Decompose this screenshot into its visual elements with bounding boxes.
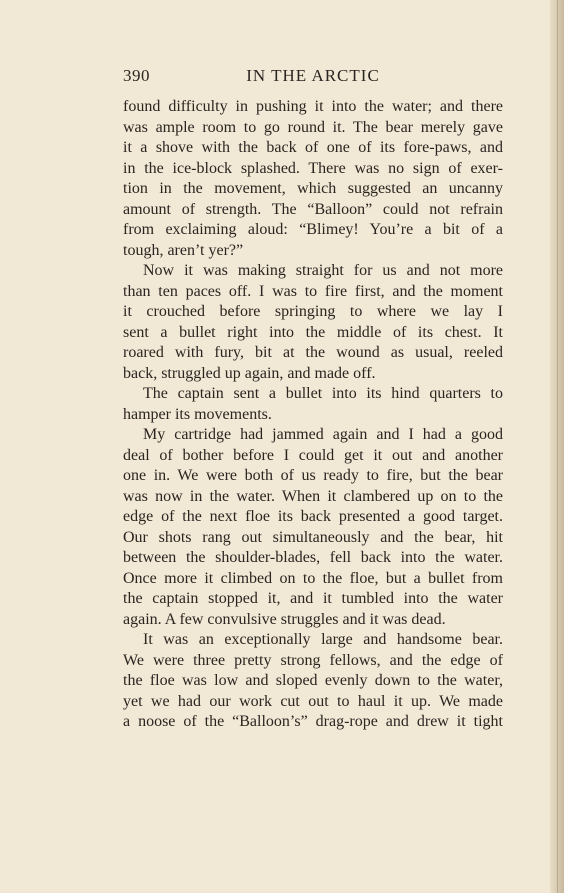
text-line: yet we had our work cut out to haul it up. We made (123, 692, 503, 710)
text-line: hamper its movements. (123, 405, 272, 423)
text-line: tough, aren’t yer?” (123, 241, 244, 259)
text-line: it crouched before springing to where we lay I (123, 303, 503, 320)
body-text (123, 97, 503, 733)
paragraph-first-line: My cartridge had jammed again and I had a good (143, 426, 503, 443)
text-line: one in. We were both of us ready to fire, but the bear (123, 467, 503, 484)
text-line: from exclaiming aloud: “Blimey! You’re a bit of a (123, 221, 503, 238)
text-line: Once more it climbed on to the floe, but a bullet from (123, 569, 503, 587)
running-title: IN THE ARCTIC (246, 66, 380, 85)
text-line: found difficulty in pushing it into the water; and there (123, 98, 503, 115)
page-edge-line (557, 0, 558, 893)
text-line: was ample room to go round it. The bear merely gave (123, 118, 503, 136)
page-number: 390 (123, 66, 150, 85)
text-line: back, struggled up again, and made off. (123, 364, 376, 382)
text-line: in the ice-block splashed. There was no sign of exer- (123, 159, 503, 177)
text-line: it a shove with the back of one of its fore-paws, and (123, 139, 503, 156)
text-line: the floe was low and sloped evenly down to the water, (123, 672, 503, 689)
text-line: between the shoulder-blades, fell back into the water. (123, 549, 503, 566)
text-line: We were three pretty strong fellows, and the edge of (123, 651, 503, 669)
text-line: was now in the water. When it clambered up on to the (123, 487, 503, 505)
text-line: sent a bullet right into the middle of its chest. It (123, 323, 503, 341)
text-line: edge of the next floe its back presented a good target. (123, 508, 503, 525)
paragraph-first-line: It was an exceptionally large and handsome bear. (143, 631, 503, 648)
text-line: amount of strength. The “Balloon” could not refrain (123, 200, 503, 218)
text-line: the captain stopped it, and it tumbled into the water (123, 590, 503, 607)
text-line: a noose of the “Balloon’s” drag-rope and drew it tight (123, 713, 503, 730)
text-line: again. A few convulsive struggles and it was dead. (123, 610, 446, 628)
paragraph-first-line: Now it was making straight for us and not more (143, 262, 503, 279)
text-line: Our shots rang out simultaneously and the bear, hit (123, 528, 503, 546)
text-line: roared with fury, bit at the wound as usual, reeled (123, 344, 503, 361)
page-header (123, 66, 503, 88)
text-line: deal of bother before I could get it out and another (123, 446, 503, 464)
text-line: tion in the movement, which suggested an uncanny (123, 180, 503, 197)
text-line: than ten paces off. I was to fire first, and the moment (123, 282, 503, 300)
paragraph-first-line: The captain sent a bullet into its hind quarters to (143, 385, 503, 402)
